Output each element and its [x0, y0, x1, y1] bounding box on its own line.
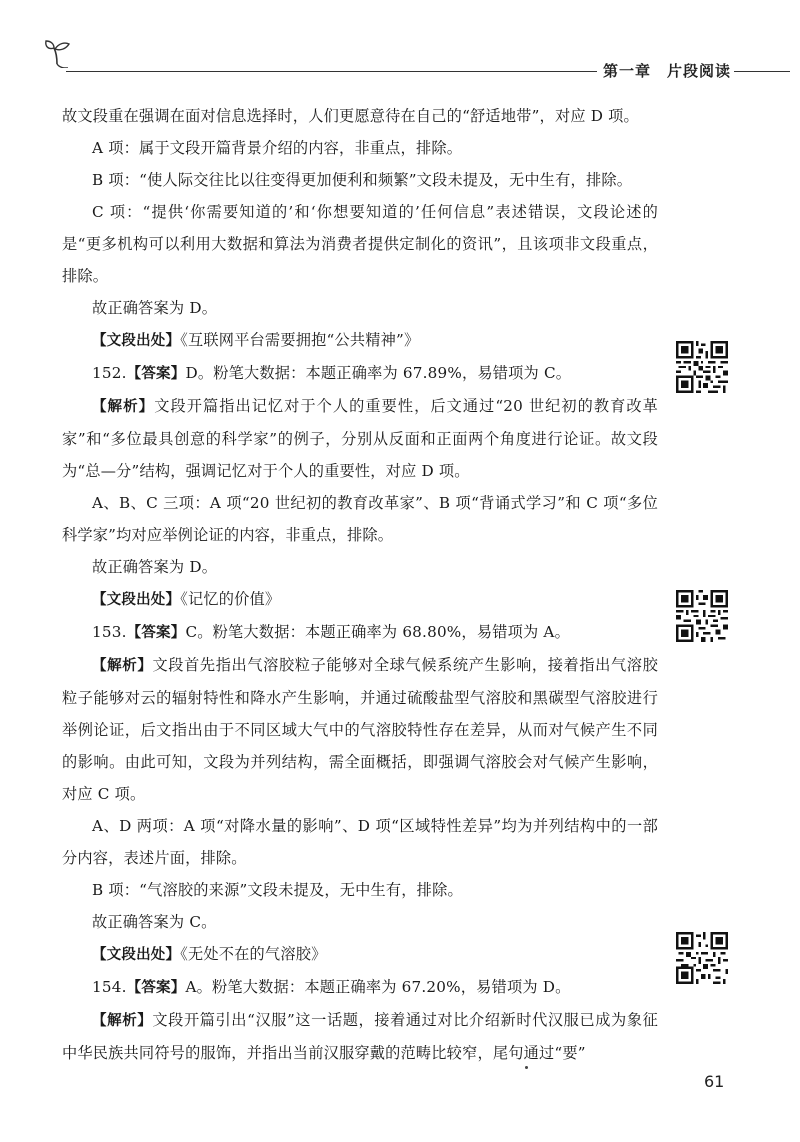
sprout-icon — [44, 38, 74, 68]
question-number: 154. — [92, 978, 127, 996]
question-number: 152. — [92, 364, 127, 382]
paragraph: A、D 两项：A 项“对降水量的影响”、D 项“区域特性差异”均为并列结构中的一部分内容，表述片面，排除。 — [62, 817, 658, 867]
paragraph: A、B、C 三项：A 项“20 世纪初的教育改革家”、B 项“背诵式学习”和 C 项“多位科学家”均对应举例论证的内容，非重点，排除。 — [62, 494, 658, 544]
header-rule-right — [734, 71, 790, 72]
paragraph: A 项：属于文段开篇背景介绍的内容，非重点，排除。 — [92, 139, 463, 157]
header-rule-left — [66, 71, 626, 72]
source-line: 【文段出处】《互联网平台需要拥抱“公共精神”》 — [92, 331, 420, 349]
analysis-paragraph: 【解析】文段开篇指出记忆对于个人的重要性，后文通过“20 世纪初的教育改革家”和“多位最具创意的科学家”的例子，分别从反面和正面两个角度进行论证。故文段为“总—分”结构，强调记忆对于个人的重要性，对应 D 项。 — [62, 397, 658, 480]
analysis-tag: 【解析】 — [92, 399, 155, 415]
analysis-tag: 【解析】 — [92, 1013, 153, 1029]
question-number: 153. — [92, 623, 127, 641]
analysis-paragraph: 【解析】文段首先指出气溶胶粒子能够对全球气候系统产生影响，接着指出气溶胶粒子能够对云的辐射特性和降水产生影响，并通过硫酸盐型气溶胶和黑碳型气溶胶进行举例论证，后文指出由于不同区域大气中的气溶胶特性存在差异，从而对气候产生不同的影响。由此可知，文段为并列结构，需全面概括，即强调气溶胶会对气候产生影响，对应 C 项。 — [62, 656, 658, 803]
answer-line: 153.【答案】C。粉笔大数据：本题正确率为 68.80%，易错项为 A。 — [92, 623, 570, 641]
answer-line: 154.【答案】A。粉笔大数据：本题正确率为 67.20%，易错项为 D。 — [92, 978, 571, 996]
paragraph: C 项：“提供‘你需要知道的’和‘你想要知道的’任何信息”表述错误，文段论述的是“更多机构可以利用大数据和算法为消费者提供定制化的资讯”，且该项非文段重点，排除。 — [62, 203, 658, 285]
source-tag: 【文段出处】 — [92, 947, 181, 963]
paragraph: 故文段重在强调在面对信息选择时，人们更愿意待在自己的“舒适地带”，对应 D 项。 — [62, 107, 639, 125]
paragraph: 故正确答案为 D。 — [92, 558, 218, 576]
paragraph: B 项：“气溶胶的来源”文段未提及，无中生有，排除。 — [92, 881, 463, 899]
paragraph: 故正确答案为 C。 — [92, 913, 217, 931]
answer-tag: 【答案】 — [126, 625, 186, 641]
paragraph: 故正确答案为 D。 — [92, 299, 218, 317]
running-header — [44, 38, 790, 88]
answer-tag: 【答案】 — [126, 366, 186, 382]
source-line: 【文段出处】《记忆的价值》 — [92, 590, 281, 608]
source-tag: 【文段出处】 — [92, 333, 181, 349]
page-number: 61 — [704, 1072, 725, 1091]
analysis-paragraph: 【解析】文段开篇引出“汉服”这一话题，接着通过对比介绍新时代汉服已成为象征中华民族共同符号的服饰，并指出当前汉服穿戴的范畴比较窄，尾句通过“要” — [62, 1011, 658, 1062]
answer-text — [62, 100, 658, 1069]
answer-tag: 【答案】 — [126, 980, 186, 996]
answer-line: 152.【答案】D。粉笔大数据：本题正确率为 67.89%，易错项为 C。 — [92, 364, 572, 382]
chapter-title: 第一章 片段阅读 — [597, 60, 737, 81]
qr-code-icon[interactable] — [676, 590, 728, 642]
paragraph: B 项：“使人际交往比以往变得更加便利和频繁”文段未提及，无中生有，排除。 — [92, 171, 633, 189]
source-tag: 【文段出处】 — [92, 592, 181, 608]
qr-code-icon[interactable] — [676, 932, 728, 984]
analysis-tag: 【解析】 — [92, 658, 153, 674]
source-line: 【文段出处】《无处不在的气溶胶》 — [92, 945, 327, 963]
qr-code-icon[interactable] — [676, 341, 728, 393]
stray-dot — [525, 1066, 528, 1069]
